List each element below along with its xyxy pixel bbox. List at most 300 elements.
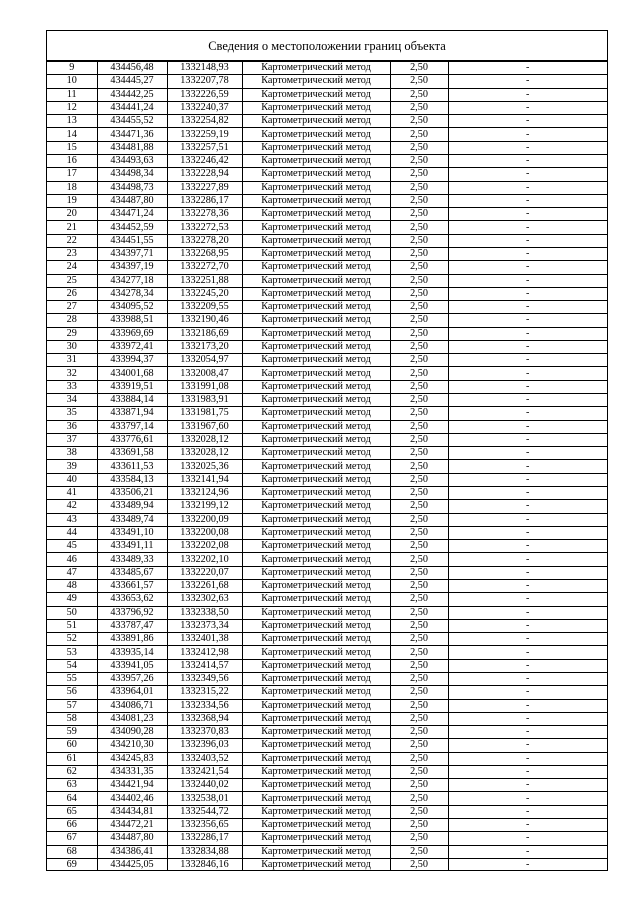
accuracy-cell: 2,50 bbox=[390, 526, 448, 539]
method-cell: Картометрический метод bbox=[242, 447, 390, 460]
method-cell: Картометрический метод bbox=[242, 420, 390, 433]
method-cell: Картометрический метод bbox=[242, 340, 390, 353]
x-coordinate-cell: 433787,47 bbox=[97, 619, 167, 632]
description-cell: - bbox=[448, 141, 607, 154]
description-cell: - bbox=[448, 739, 607, 752]
method-cell: Картометрический метод bbox=[242, 500, 390, 513]
method-cell: Картометрический метод bbox=[242, 380, 390, 393]
method-cell: Картометрический метод bbox=[242, 672, 390, 685]
point-number-cell: 59 bbox=[47, 726, 97, 739]
description-cell: - bbox=[448, 606, 607, 619]
method-cell: Картометрический метод bbox=[242, 686, 390, 699]
method-cell: Картометрический метод bbox=[242, 473, 390, 486]
accuracy-cell: 2,50 bbox=[390, 407, 448, 420]
point-number-cell: 13 bbox=[47, 115, 97, 128]
x-coordinate-cell: 433489,74 bbox=[97, 513, 167, 526]
description-cell: - bbox=[448, 646, 607, 659]
x-coordinate-cell: 433884,14 bbox=[97, 394, 167, 407]
x-coordinate-cell: 434452,59 bbox=[97, 221, 167, 234]
y-coordinate-cell: 1332834,88 bbox=[167, 845, 242, 858]
accuracy-cell: 2,50 bbox=[390, 433, 448, 446]
y-coordinate-cell: 1332338,50 bbox=[167, 606, 242, 619]
y-coordinate-cell: 1332228,94 bbox=[167, 168, 242, 181]
point-number-cell: 49 bbox=[47, 593, 97, 606]
table-title: Сведения о местоположении границ объекта bbox=[47, 31, 607, 61]
y-coordinate-cell: 1332370,83 bbox=[167, 726, 242, 739]
y-coordinate-cell: 1332272,53 bbox=[167, 221, 242, 234]
y-coordinate-cell: 1332349,56 bbox=[167, 672, 242, 685]
accuracy-cell: 2,50 bbox=[390, 62, 448, 75]
point-number-cell: 15 bbox=[47, 141, 97, 154]
point-number-cell: 38 bbox=[47, 447, 97, 460]
y-coordinate-cell: 1332220,07 bbox=[167, 566, 242, 579]
method-cell: Картометрический метод bbox=[242, 792, 390, 805]
method-cell: Картометрический метод bbox=[242, 633, 390, 646]
accuracy-cell: 2,50 bbox=[390, 566, 448, 579]
y-coordinate-cell: 1332286,17 bbox=[167, 832, 242, 845]
description-cell: - bbox=[448, 686, 607, 699]
description-cell: - bbox=[448, 540, 607, 553]
y-coordinate-cell: 1332272,70 bbox=[167, 261, 242, 274]
table-row bbox=[47, 301, 607, 314]
description-cell: - bbox=[448, 301, 607, 314]
y-coordinate-cell: 1332403,52 bbox=[167, 752, 242, 765]
description-cell: - bbox=[448, 433, 607, 446]
description-cell: - bbox=[448, 101, 607, 114]
accuracy-cell: 2,50 bbox=[390, 513, 448, 526]
point-number-cell: 18 bbox=[47, 181, 97, 194]
table-row bbox=[47, 314, 607, 327]
method-cell: Картометрический метод bbox=[242, 75, 390, 88]
point-number-cell: 16 bbox=[47, 154, 97, 167]
accuracy-cell: 2,50 bbox=[390, 287, 448, 300]
x-coordinate-cell: 434481,88 bbox=[97, 141, 167, 154]
table-row bbox=[47, 712, 607, 725]
point-number-cell: 42 bbox=[47, 500, 97, 513]
y-coordinate-cell: 1331967,60 bbox=[167, 420, 242, 433]
method-cell: Картометрический метод bbox=[242, 154, 390, 167]
table-row bbox=[47, 473, 607, 486]
method-cell: Картометрический метод bbox=[242, 832, 390, 845]
accuracy-cell: 2,50 bbox=[390, 208, 448, 221]
table-row bbox=[47, 566, 607, 579]
method-cell: Картометрический метод bbox=[242, 128, 390, 141]
y-coordinate-cell: 1332356,65 bbox=[167, 819, 242, 832]
description-cell: - bbox=[448, 287, 607, 300]
accuracy-cell: 2,50 bbox=[390, 75, 448, 88]
x-coordinate-cell: 434456,48 bbox=[97, 62, 167, 75]
y-coordinate-cell: 1332373,34 bbox=[167, 619, 242, 632]
accuracy-cell: 2,50 bbox=[390, 579, 448, 592]
y-coordinate-cell: 1332190,46 bbox=[167, 314, 242, 327]
description-cell: - bbox=[448, 779, 607, 792]
point-number-cell: 68 bbox=[47, 845, 97, 858]
method-cell: Картометрический метод bbox=[242, 327, 390, 340]
accuracy-cell: 2,50 bbox=[390, 606, 448, 619]
x-coordinate-cell: 434434,81 bbox=[97, 805, 167, 818]
x-coordinate-cell: 434081,23 bbox=[97, 712, 167, 725]
description-cell: - bbox=[448, 792, 607, 805]
description-cell: - bbox=[448, 805, 607, 818]
method-cell: Картометрический метод bbox=[242, 221, 390, 234]
table-row bbox=[47, 672, 607, 685]
description-cell: - bbox=[448, 407, 607, 420]
method-cell: Картометрический метод bbox=[242, 168, 390, 181]
x-coordinate-cell: 434442,25 bbox=[97, 88, 167, 101]
method-cell: Картометрический метод bbox=[242, 526, 390, 539]
y-coordinate-cell: 1332538,01 bbox=[167, 792, 242, 805]
x-coordinate-cell: 433797,14 bbox=[97, 420, 167, 433]
table-row bbox=[47, 447, 607, 460]
accuracy-cell: 2,50 bbox=[390, 832, 448, 845]
table-row bbox=[47, 686, 607, 699]
x-coordinate-cell: 433941,05 bbox=[97, 659, 167, 672]
point-number-cell: 28 bbox=[47, 314, 97, 327]
table-row bbox=[47, 765, 607, 778]
point-number-cell: 43 bbox=[47, 513, 97, 526]
point-number-cell: 39 bbox=[47, 460, 97, 473]
y-coordinate-cell: 1332200,09 bbox=[167, 513, 242, 526]
y-coordinate-cell: 1332227,89 bbox=[167, 181, 242, 194]
method-cell: Картометрический метод bbox=[242, 805, 390, 818]
accuracy-cell: 2,50 bbox=[390, 234, 448, 247]
accuracy-cell: 2,50 bbox=[390, 88, 448, 101]
x-coordinate-cell: 433506,21 bbox=[97, 487, 167, 500]
table-row bbox=[47, 420, 607, 433]
x-coordinate-cell: 433491,10 bbox=[97, 526, 167, 539]
accuracy-cell: 2,50 bbox=[390, 553, 448, 566]
description-cell: - bbox=[448, 314, 607, 327]
y-coordinate-cell: 1332440,02 bbox=[167, 779, 242, 792]
accuracy-cell: 2,50 bbox=[390, 327, 448, 340]
point-number-cell: 10 bbox=[47, 75, 97, 88]
y-coordinate-cell: 1332202,10 bbox=[167, 553, 242, 566]
x-coordinate-cell: 434001,68 bbox=[97, 367, 167, 380]
point-number-cell: 44 bbox=[47, 526, 97, 539]
table-row bbox=[47, 819, 607, 832]
table-row bbox=[47, 88, 607, 101]
x-coordinate-cell: 433485,67 bbox=[97, 566, 167, 579]
accuracy-cell: 2,50 bbox=[390, 394, 448, 407]
table-row bbox=[47, 752, 607, 765]
description-cell: - bbox=[448, 858, 607, 871]
x-coordinate-cell: 433919,51 bbox=[97, 380, 167, 393]
table-row bbox=[47, 500, 607, 513]
table-row bbox=[47, 526, 607, 539]
accuracy-cell: 2,50 bbox=[390, 141, 448, 154]
description-cell: - bbox=[448, 420, 607, 433]
y-coordinate-cell: 1332315,22 bbox=[167, 686, 242, 699]
y-coordinate-cell: 1332200,08 bbox=[167, 526, 242, 539]
y-coordinate-cell: 1332334,56 bbox=[167, 699, 242, 712]
coordinates-table-body bbox=[47, 62, 607, 872]
table-row bbox=[47, 274, 607, 287]
table-row bbox=[47, 407, 607, 420]
y-coordinate-cell: 1332278,20 bbox=[167, 234, 242, 247]
accuracy-cell: 2,50 bbox=[390, 819, 448, 832]
method-cell: Картометрический метод bbox=[242, 646, 390, 659]
method-cell: Картометрический метод bbox=[242, 394, 390, 407]
description-cell: - bbox=[448, 274, 607, 287]
y-coordinate-cell: 1332245,20 bbox=[167, 287, 242, 300]
method-cell: Картометрический метод bbox=[242, 181, 390, 194]
point-number-cell: 22 bbox=[47, 234, 97, 247]
point-number-cell: 46 bbox=[47, 553, 97, 566]
table-row bbox=[47, 62, 607, 75]
method-cell: Картометрический метод bbox=[242, 261, 390, 274]
accuracy-cell: 2,50 bbox=[390, 619, 448, 632]
y-coordinate-cell: 1332368,94 bbox=[167, 712, 242, 725]
y-coordinate-cell: 1332008,47 bbox=[167, 367, 242, 380]
point-number-cell: 56 bbox=[47, 686, 97, 699]
method-cell: Картометрический метод bbox=[242, 712, 390, 725]
x-coordinate-cell: 433871,94 bbox=[97, 407, 167, 420]
x-coordinate-cell: 433957,26 bbox=[97, 672, 167, 685]
y-coordinate-cell: 1332257,51 bbox=[167, 141, 242, 154]
x-coordinate-cell: 434086,71 bbox=[97, 699, 167, 712]
point-number-cell: 25 bbox=[47, 274, 97, 287]
accuracy-cell: 2,50 bbox=[390, 739, 448, 752]
table-row bbox=[47, 699, 607, 712]
description-cell: - bbox=[448, 380, 607, 393]
description-cell: - bbox=[448, 619, 607, 632]
method-cell: Картометрический метод bbox=[242, 619, 390, 632]
y-coordinate-cell: 1331981,75 bbox=[167, 407, 242, 420]
x-coordinate-cell: 434386,41 bbox=[97, 845, 167, 858]
y-coordinate-cell: 1332261,68 bbox=[167, 579, 242, 592]
point-number-cell: 47 bbox=[47, 566, 97, 579]
accuracy-cell: 2,50 bbox=[390, 168, 448, 181]
x-coordinate-cell: 434487,80 bbox=[97, 832, 167, 845]
point-number-cell: 33 bbox=[47, 380, 97, 393]
accuracy-cell: 2,50 bbox=[390, 500, 448, 513]
accuracy-cell: 2,50 bbox=[390, 686, 448, 699]
point-number-cell: 31 bbox=[47, 354, 97, 367]
accuracy-cell: 2,50 bbox=[390, 845, 448, 858]
description-cell: - bbox=[448, 513, 607, 526]
accuracy-cell: 2,50 bbox=[390, 765, 448, 778]
y-coordinate-cell: 1332421,54 bbox=[167, 765, 242, 778]
point-number-cell: 40 bbox=[47, 473, 97, 486]
y-coordinate-cell: 1332199,12 bbox=[167, 500, 242, 513]
x-coordinate-cell: 434245,83 bbox=[97, 752, 167, 765]
description-cell: - bbox=[448, 553, 607, 566]
table-row bbox=[47, 354, 607, 367]
y-coordinate-cell: 1332202,08 bbox=[167, 540, 242, 553]
table-row bbox=[47, 247, 607, 260]
table-row bbox=[47, 115, 607, 128]
point-number-cell: 61 bbox=[47, 752, 97, 765]
point-number-cell: 30 bbox=[47, 340, 97, 353]
x-coordinate-cell: 433994,37 bbox=[97, 354, 167, 367]
description-cell: - bbox=[448, 128, 607, 141]
description-cell: - bbox=[448, 208, 607, 221]
method-cell: Картометрический метод bbox=[242, 247, 390, 260]
y-coordinate-cell: 1332173,20 bbox=[167, 340, 242, 353]
accuracy-cell: 2,50 bbox=[390, 301, 448, 314]
x-coordinate-cell: 434498,34 bbox=[97, 168, 167, 181]
table-row bbox=[47, 832, 607, 845]
y-coordinate-cell: 1332148,93 bbox=[167, 62, 242, 75]
point-number-cell: 65 bbox=[47, 805, 97, 818]
description-cell: - bbox=[448, 712, 607, 725]
point-number-cell: 32 bbox=[47, 367, 97, 380]
point-number-cell: 23 bbox=[47, 247, 97, 260]
accuracy-cell: 2,50 bbox=[390, 460, 448, 473]
accuracy-cell: 2,50 bbox=[390, 659, 448, 672]
y-coordinate-cell: 1332544,72 bbox=[167, 805, 242, 818]
y-coordinate-cell: 1332054,97 bbox=[167, 354, 242, 367]
accuracy-cell: 2,50 bbox=[390, 752, 448, 765]
point-number-cell: 20 bbox=[47, 208, 97, 221]
description-cell: - bbox=[448, 765, 607, 778]
x-coordinate-cell: 434445,27 bbox=[97, 75, 167, 88]
description-cell: - bbox=[448, 487, 607, 500]
accuracy-cell: 2,50 bbox=[390, 354, 448, 367]
y-coordinate-cell: 1332141,94 bbox=[167, 473, 242, 486]
table-row bbox=[47, 287, 607, 300]
description-cell: - bbox=[448, 500, 607, 513]
y-coordinate-cell: 1332209,55 bbox=[167, 301, 242, 314]
method-cell: Картометрический метод bbox=[242, 460, 390, 473]
description-cell: - bbox=[448, 819, 607, 832]
table-row bbox=[47, 433, 607, 446]
accuracy-cell: 2,50 bbox=[390, 128, 448, 141]
method-cell: Картометрический метод bbox=[242, 752, 390, 765]
table-row bbox=[47, 792, 607, 805]
accuracy-cell: 2,50 bbox=[390, 274, 448, 287]
point-number-cell: 55 bbox=[47, 672, 97, 685]
accuracy-cell: 2,50 bbox=[390, 779, 448, 792]
x-coordinate-cell: 433988,51 bbox=[97, 314, 167, 327]
accuracy-cell: 2,50 bbox=[390, 221, 448, 234]
table-row bbox=[47, 128, 607, 141]
table-row bbox=[47, 327, 607, 340]
x-coordinate-cell: 433691,58 bbox=[97, 447, 167, 460]
accuracy-cell: 2,50 bbox=[390, 487, 448, 500]
point-number-cell: 48 bbox=[47, 579, 97, 592]
method-cell: Картометрический метод bbox=[242, 407, 390, 420]
x-coordinate-cell: 434472,21 bbox=[97, 819, 167, 832]
accuracy-cell: 2,50 bbox=[390, 247, 448, 260]
table-row bbox=[47, 845, 607, 858]
x-coordinate-cell: 434397,19 bbox=[97, 261, 167, 274]
x-coordinate-cell: 433891,86 bbox=[97, 633, 167, 646]
point-number-cell: 50 bbox=[47, 606, 97, 619]
table-row bbox=[47, 606, 607, 619]
table-row bbox=[47, 633, 607, 646]
y-coordinate-cell: 1332028,12 bbox=[167, 447, 242, 460]
point-number-cell: 9 bbox=[47, 62, 97, 75]
y-coordinate-cell: 1331991,08 bbox=[167, 380, 242, 393]
method-cell: Картометрический метод bbox=[242, 739, 390, 752]
table-row bbox=[47, 380, 607, 393]
accuracy-cell: 2,50 bbox=[390, 115, 448, 128]
description-cell: - bbox=[448, 832, 607, 845]
accuracy-cell: 2,50 bbox=[390, 154, 448, 167]
point-number-cell: 52 bbox=[47, 633, 97, 646]
description-cell: - bbox=[448, 672, 607, 685]
accuracy-cell: 2,50 bbox=[390, 699, 448, 712]
point-number-cell: 35 bbox=[47, 407, 97, 420]
y-coordinate-cell: 1332186,69 bbox=[167, 327, 242, 340]
x-coordinate-cell: 434421,94 bbox=[97, 779, 167, 792]
accuracy-cell: 2,50 bbox=[390, 340, 448, 353]
method-cell: Картометрический метод bbox=[242, 845, 390, 858]
description-cell: - bbox=[448, 593, 607, 606]
x-coordinate-cell: 434487,80 bbox=[97, 194, 167, 207]
accuracy-cell: 2,50 bbox=[390, 672, 448, 685]
accuracy-cell: 2,50 bbox=[390, 181, 448, 194]
table-row bbox=[47, 181, 607, 194]
y-coordinate-cell: 1332124,96 bbox=[167, 487, 242, 500]
x-coordinate-cell: 433489,94 bbox=[97, 500, 167, 513]
point-number-cell: 29 bbox=[47, 327, 97, 340]
y-coordinate-cell: 1332226,59 bbox=[167, 88, 242, 101]
y-coordinate-cell: 1332401,38 bbox=[167, 633, 242, 646]
accuracy-cell: 2,50 bbox=[390, 473, 448, 486]
method-cell: Картометрический метод bbox=[242, 726, 390, 739]
table-row bbox=[47, 208, 607, 221]
description-cell: - bbox=[448, 181, 607, 194]
accuracy-cell: 2,50 bbox=[390, 858, 448, 871]
x-coordinate-cell: 434210,30 bbox=[97, 739, 167, 752]
description-cell: - bbox=[448, 633, 607, 646]
point-number-cell: 37 bbox=[47, 433, 97, 446]
description-cell: - bbox=[448, 394, 607, 407]
table-row bbox=[47, 805, 607, 818]
accuracy-cell: 2,50 bbox=[390, 712, 448, 725]
x-coordinate-cell: 434471,36 bbox=[97, 128, 167, 141]
table-row bbox=[47, 101, 607, 114]
point-number-cell: 64 bbox=[47, 792, 97, 805]
point-number-cell: 45 bbox=[47, 540, 97, 553]
method-cell: Картометрический метод bbox=[242, 779, 390, 792]
method-cell: Картометрический метод bbox=[242, 88, 390, 101]
x-coordinate-cell: 433491,11 bbox=[97, 540, 167, 553]
table-row bbox=[47, 540, 607, 553]
description-cell: - bbox=[448, 752, 607, 765]
table-row bbox=[47, 619, 607, 632]
description-cell: - bbox=[448, 154, 607, 167]
x-coordinate-cell: 434095,52 bbox=[97, 301, 167, 314]
description-cell: - bbox=[448, 234, 607, 247]
point-number-cell: 19 bbox=[47, 194, 97, 207]
description-cell: - bbox=[448, 62, 607, 75]
point-number-cell: 57 bbox=[47, 699, 97, 712]
accuracy-cell: 2,50 bbox=[390, 261, 448, 274]
method-cell: Картометрический метод bbox=[242, 115, 390, 128]
description-cell: - bbox=[448, 726, 607, 739]
x-coordinate-cell: 433489,33 bbox=[97, 553, 167, 566]
description-cell: - bbox=[448, 354, 607, 367]
y-coordinate-cell: 1332846,16 bbox=[167, 858, 242, 871]
x-coordinate-cell: 434455,52 bbox=[97, 115, 167, 128]
x-coordinate-cell: 434402,46 bbox=[97, 792, 167, 805]
description-cell: - bbox=[448, 699, 607, 712]
x-coordinate-cell: 434397,71 bbox=[97, 247, 167, 260]
table-row bbox=[47, 726, 607, 739]
table-row bbox=[47, 367, 607, 380]
x-coordinate-cell: 434471,24 bbox=[97, 208, 167, 221]
method-cell: Картометрический метод bbox=[242, 367, 390, 380]
y-coordinate-cell: 1331983,91 bbox=[167, 394, 242, 407]
point-number-cell: 62 bbox=[47, 765, 97, 778]
method-cell: Картометрический метод bbox=[242, 194, 390, 207]
y-coordinate-cell: 1332414,57 bbox=[167, 659, 242, 672]
method-cell: Картометрический метод bbox=[242, 699, 390, 712]
table-row bbox=[47, 487, 607, 500]
